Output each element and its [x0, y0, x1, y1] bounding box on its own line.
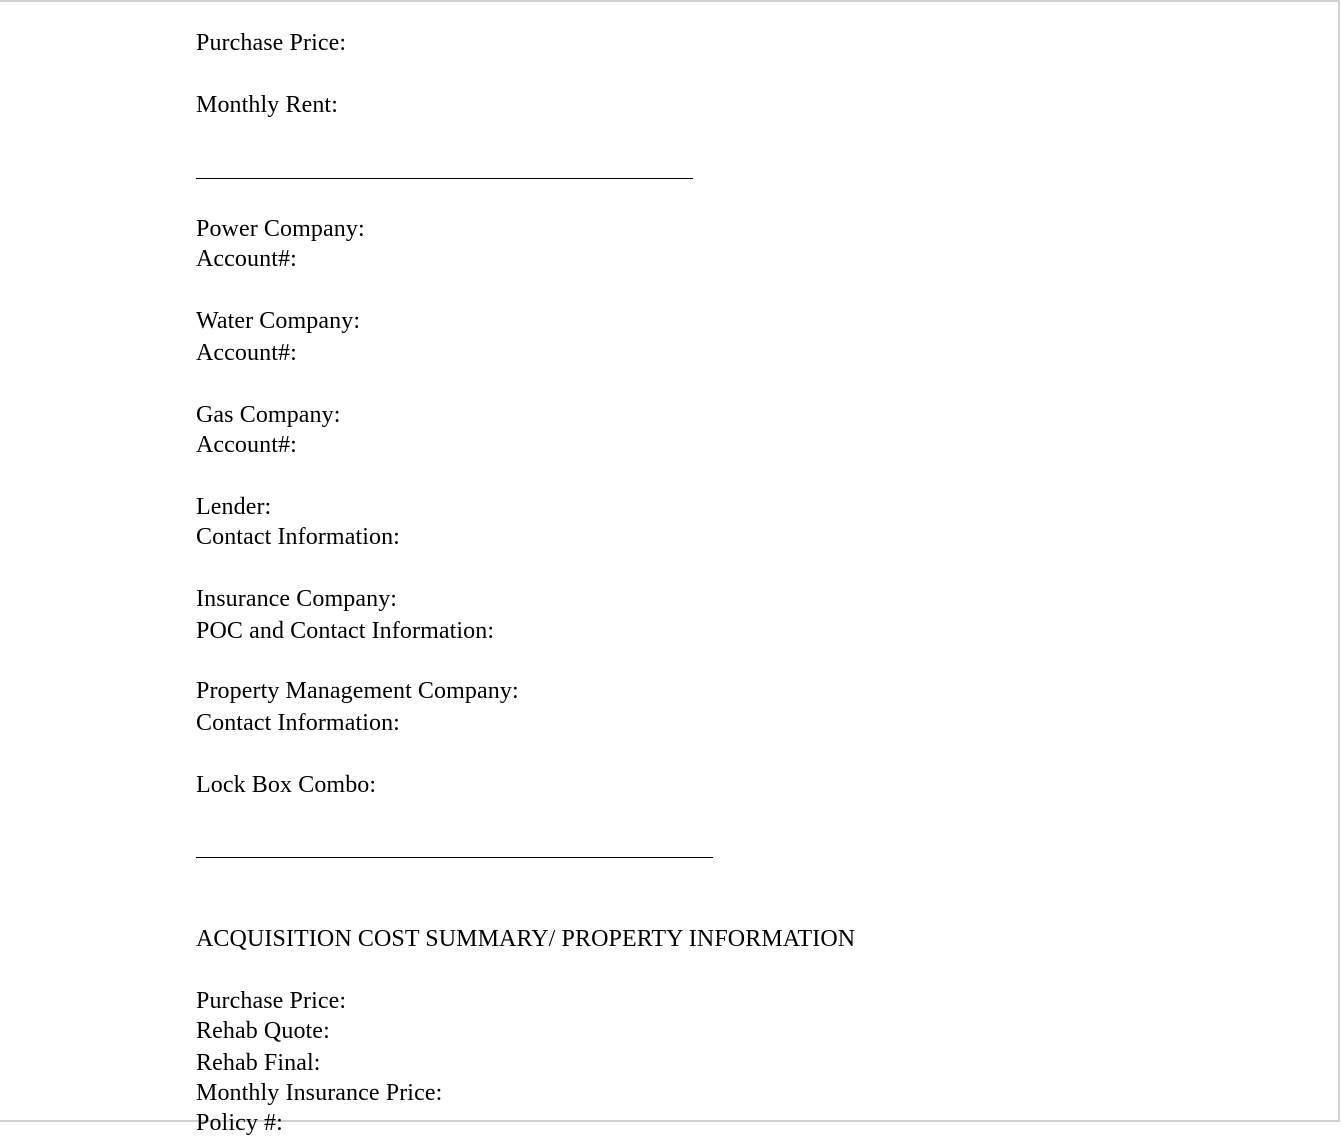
insurance-company-label: Insurance Company:	[196, 586, 398, 612]
gas-company-label: Gas Company:	[196, 402, 341, 428]
acquisition-heading: ACQUISITION COST SUMMARY/ PROPERTY INFORMATION	[196, 926, 856, 952]
insurance-poc-label: POC and Contact Information:	[196, 618, 495, 644]
separator-rule-1	[196, 178, 693, 179]
power-company-label: Power Company:	[196, 216, 365, 242]
lender-contact-label: Contact Information:	[196, 524, 400, 550]
pm-contact-label: Contact Information:	[196, 710, 400, 736]
gas-account-label: Account#:	[196, 432, 297, 458]
monthly-rent-label: Monthly Rent:	[196, 92, 338, 118]
policy-number-label: Policy #:	[196, 1110, 283, 1136]
lock-box-label: Lock Box Combo:	[196, 772, 377, 798]
rehab-final-label: Rehab Final:	[196, 1050, 321, 1076]
separator-rule-2	[196, 857, 713, 858]
monthly-insurance-label: Monthly Insurance Price:	[196, 1080, 443, 1106]
purchase-price-label: Purchase Price:	[196, 30, 347, 56]
water-account-label: Account#:	[196, 340, 297, 366]
acq-purchase-price-label: Purchase Price:	[196, 988, 347, 1014]
property-management-label: Property Management Company:	[196, 678, 519, 704]
water-company-label: Water Company:	[196, 308, 361, 334]
lender-label: Lender:	[196, 494, 272, 520]
power-account-label: Account#:	[196, 246, 297, 272]
rehab-quote-label: Rehab Quote:	[196, 1018, 330, 1044]
